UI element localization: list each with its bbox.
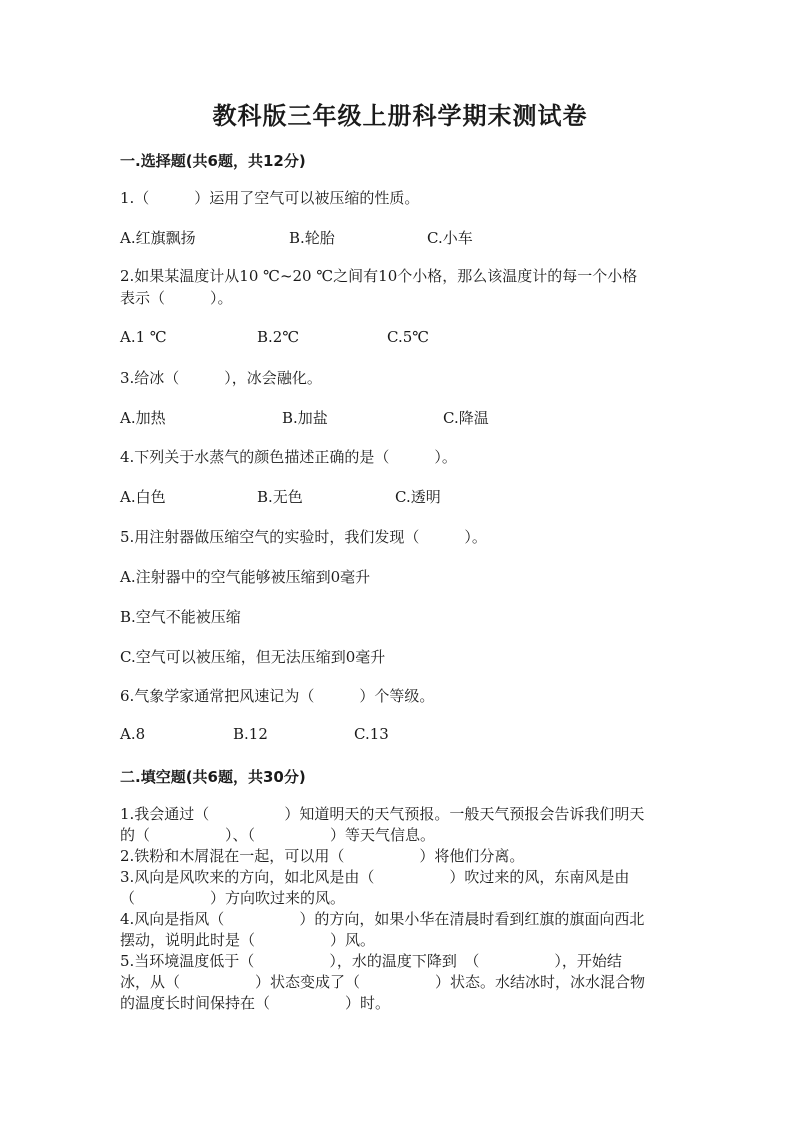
question-stem: 4.下列关于水蒸气的颜色描述正确的是（ ）。 (120, 448, 457, 466)
option-c: C.空气可以被压缩，但无法压缩到0毫升 (120, 648, 386, 666)
page-title: 教科版三年级上册科学期末测试卷 (212, 102, 588, 130)
option-c: C.5℃ (387, 328, 430, 346)
fill-line: 的（ ）、（ ）等天气信息。 (120, 826, 436, 844)
option-c: C.透明 (395, 488, 441, 506)
option-b: B.2℃ (257, 328, 300, 346)
option-a: A.注射器中的空气能够被压缩到0毫升 (120, 568, 371, 586)
option-a: A.加热 (120, 409, 166, 427)
option-c: C.小车 (427, 229, 473, 247)
option-c: C.降温 (443, 409, 489, 427)
fill-line: 冰，从（ ）状态变成了（ ）状态。水结冰时，冰水混合物 (120, 973, 646, 991)
section-heading-fill: 二.填空题(共6题，共30分) (120, 768, 306, 786)
fill-line: 2.铁粉和木屑混在一起，可以用（ ）将他们分离。 (120, 847, 525, 865)
fill-line: 5.当环境温度低于（ ），水的温度下降到 （ ），开始结 (120, 952, 622, 970)
fill-line: 的温度长时间保持在（ ）时。 (120, 994, 391, 1012)
option-c: C.13 (354, 725, 389, 743)
option-b: B.轮胎 (289, 229, 335, 247)
question-stem: 6.气象学家通常把风速记为（ ）个等级。 (120, 687, 435, 705)
option-a: A.红旗飘扬 (120, 229, 196, 247)
option-b: B.无色 (257, 488, 303, 506)
option-a: A.8 (120, 725, 146, 743)
question-stem-cont: 表示（ ）。 (120, 289, 233, 307)
option-b: B.加盐 (282, 409, 328, 427)
fill-line: 3.风向是风吹来的方向，如北风是由（ ）吹过来的风，东南风是由 (120, 868, 630, 886)
fill-line: 1.我会通过（ ）知道明天的天气预报。一般天气预报会告诉我们明天 (120, 805, 645, 823)
question-stem: 3.给冰（ ），冰会融化。 (120, 369, 322, 387)
question-stem: 1.（ ）运用了空气可以被压缩的性质。 (120, 189, 420, 207)
section-heading-choice: 一.选择题(共6题，共12分) (120, 152, 306, 170)
option-a: A.白色 (120, 488, 166, 506)
question-stem: 5.用注射器做压缩空气的实验时，我们发现（ ）。 (120, 528, 487, 546)
option-a: A.1 ℃ (120, 328, 167, 346)
fill-line: 4.风向是指风（ ）的方向，如果小华在清晨时看到红旗的旗面向西北 (120, 910, 645, 928)
option-b: B.空气不能被压缩 (120, 608, 241, 626)
option-b: B.12 (233, 725, 268, 743)
fill-line: （ ）方向吹过来的风。 (120, 889, 346, 907)
fill-line: 摆动，说明此时是（ ）风。 (120, 931, 376, 949)
question-stem: 2.如果某温度计从10 ℃~20 ℃之间有10个小格，那么该温度计的每一个小格 (120, 267, 638, 285)
